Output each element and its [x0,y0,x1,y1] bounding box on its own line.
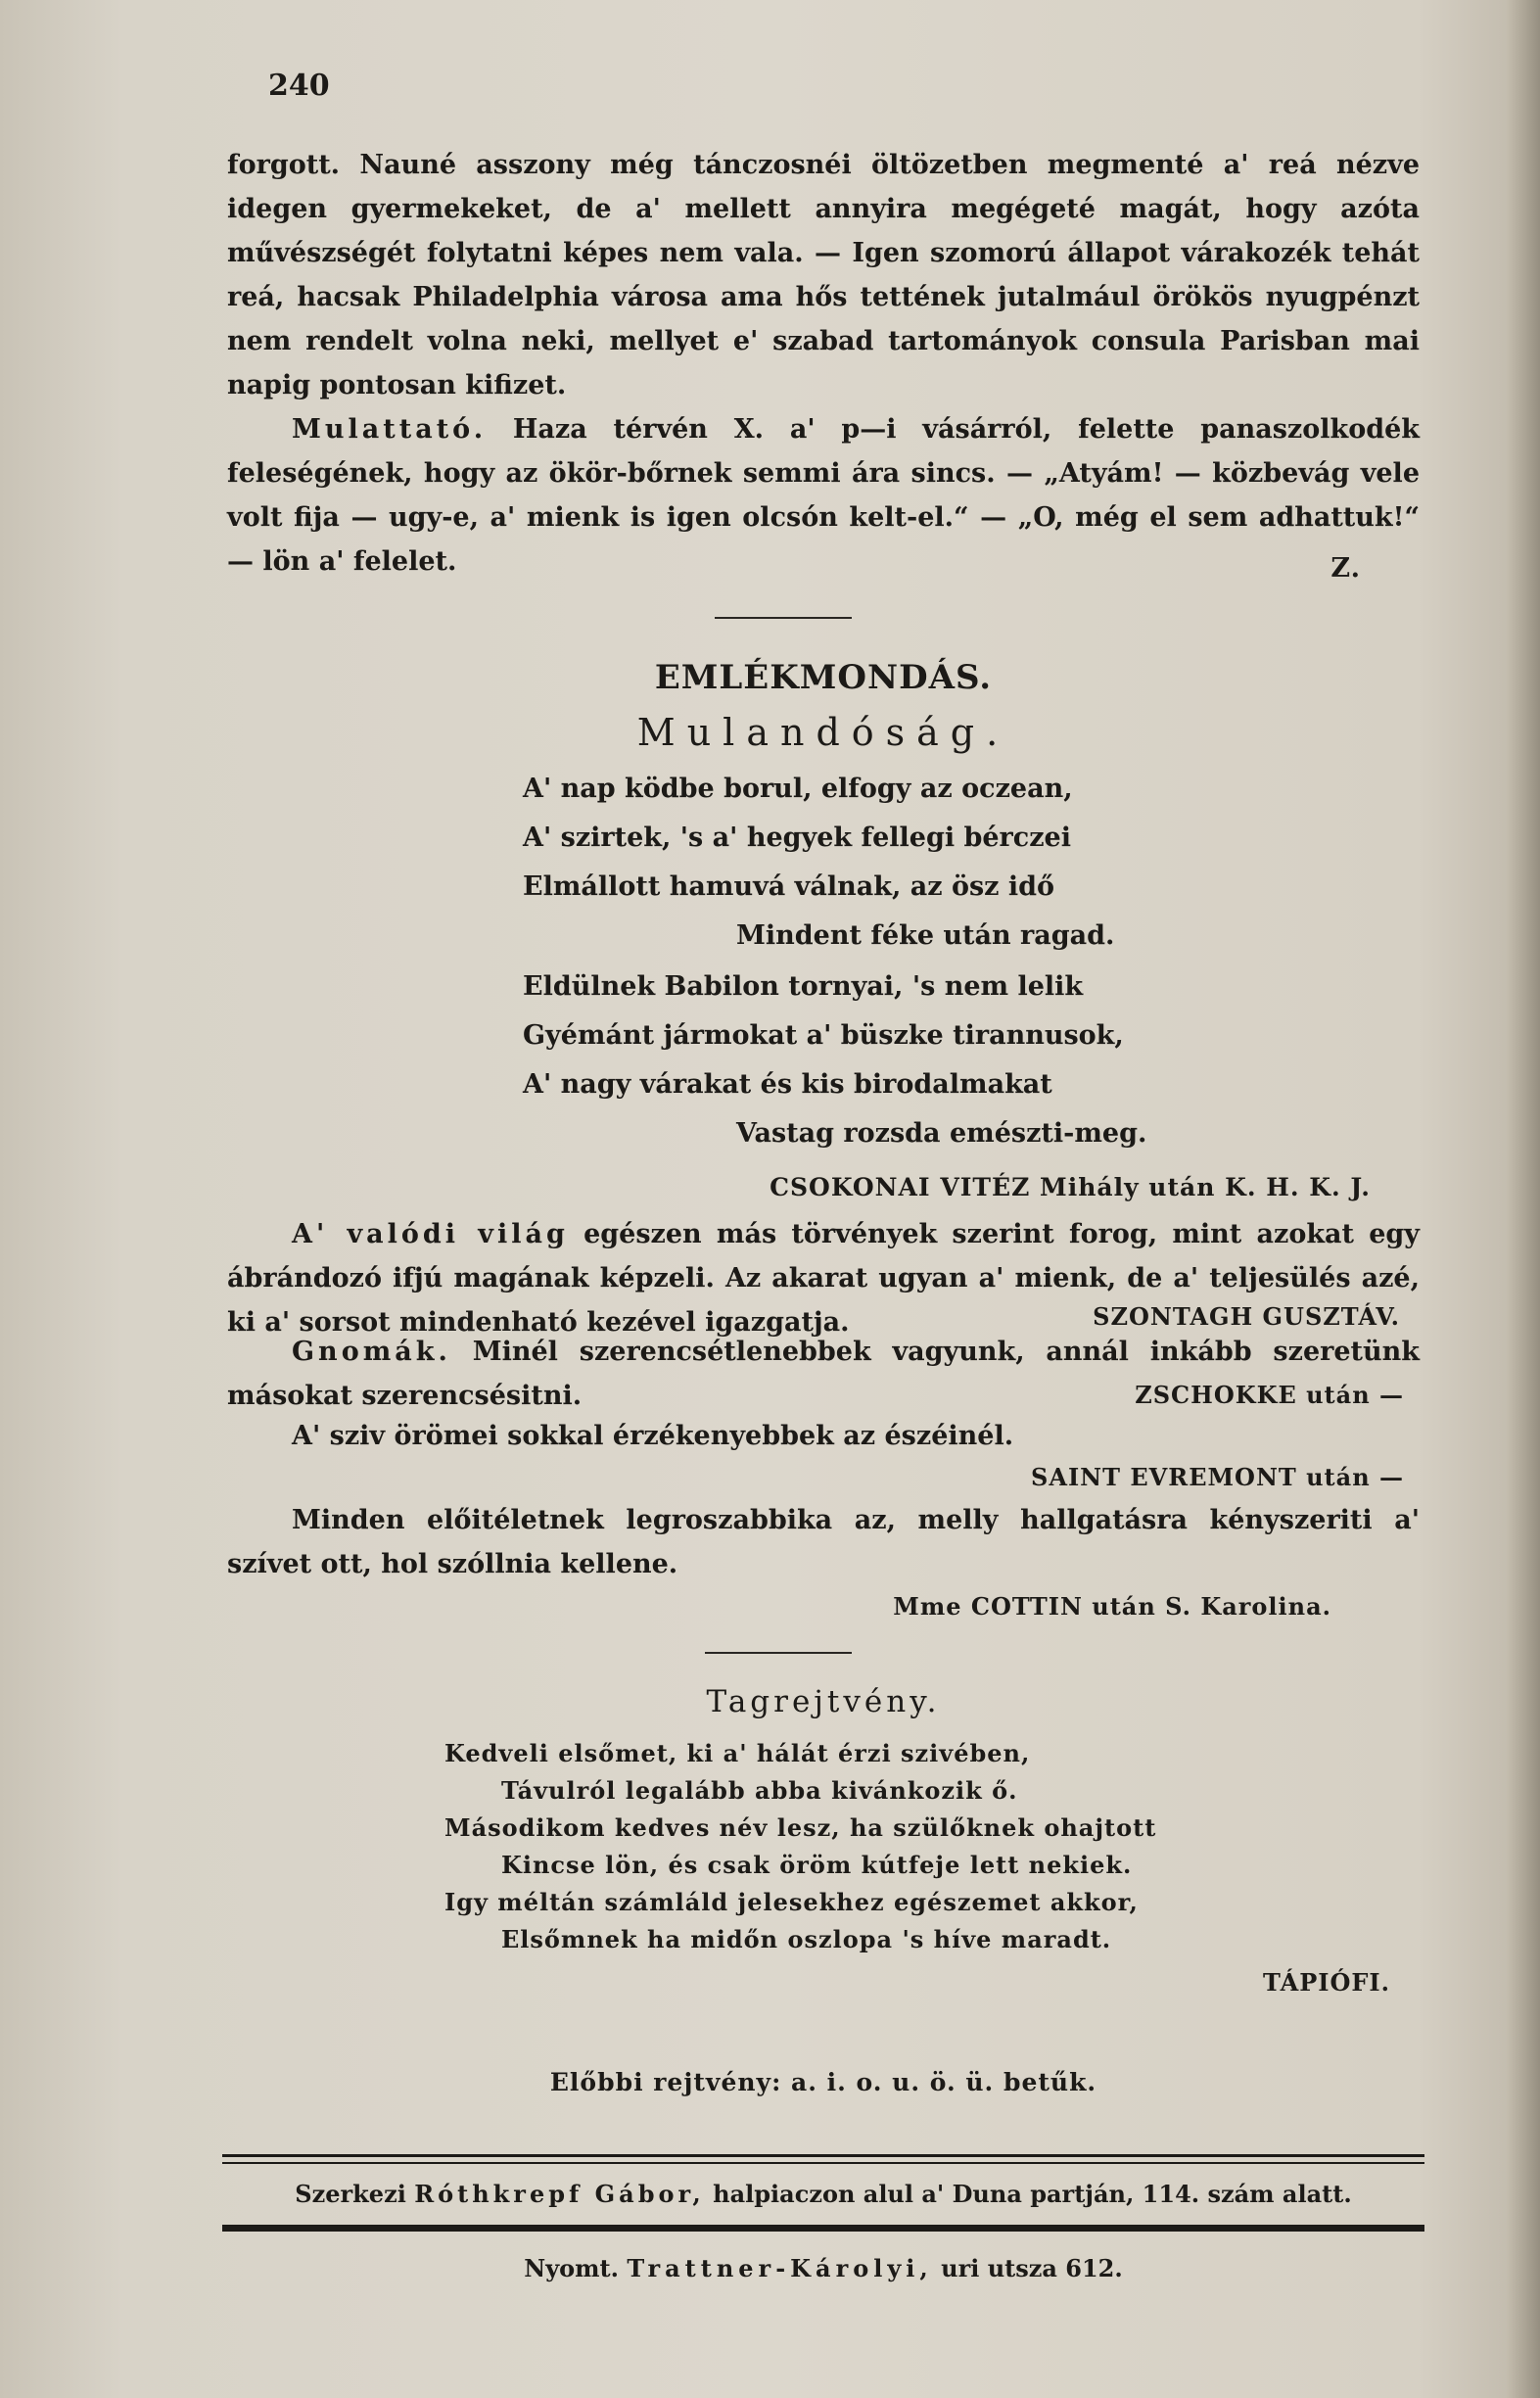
tagrejtveny-title: Tagrejtvény. [706,1684,941,1719]
riddle-line: Kincse lön, és csak öröm kútfeje lett nekiek. [501,1851,1133,1879]
mulattato-paragraph [227,407,1420,584]
mulattato-signature: Z. [1330,553,1361,584]
editor-line [227,2180,1420,2208]
mulattato-lead: Mulattató. [292,414,488,445]
valodi-text: egészen más törvények szerint forog, mint azokat egy ábrándozó ifjú magának képzeli. Az akarat ugyan a' mienk, de a' teljesülés azé, ki a' sorsot mindenható kezével igazgatja. [227,1219,1420,1338]
riddle-line: Igy méltán számláld jelesekhez egészemet akkor, [444,1888,1139,1916]
gnomak-item-1: Minél szerencsétlenebbek vagyunk, annál inkább szeretünk másokat szerencsésitni. [227,1337,1420,1411]
poem-line: Gyémánt jármokat a' büszke tirannusok, [523,1020,1124,1051]
riddle-line: Elsőmnek ha midőn oszlopa 's híve maradt. [501,1925,1112,1953]
section-divider [705,1652,852,1654]
poem-line: A' nagy várakat és kis birodalmakat [523,1069,1052,1100]
valodi-signature: SZONTAGH GUSZTÁV. [1093,1302,1400,1331]
printer-name: Trattner-Károlyi, [627,2254,933,2282]
riddle-line: Másodikom kedves név lesz, ha szülőknek ohajtott [444,1813,1157,1842]
printer-line [227,2254,1420,2282]
printer-address: uri utsza 612. [941,2254,1123,2282]
valodi-lead: A' valódi világ [292,1219,569,1249]
poem-line: Vastag rozsda emészti-meg. [736,1118,1147,1149]
mulattato-text: Haza térvén X. a' p—i vásárról, felette panaszolkodék feleségének, hogy az ökör-bőrnek semmi ára sincs. — „Atyám! — közbevág vele volt fija — ugy-e, a' mienk is igen olcsón kelt-el.“ — „O, még el sem adhattuk!“ — lön a' felelet. [227,414,1420,577]
gnomak-signature-3: Mme COTTIN után S. Karolina. [893,1592,1331,1621]
riddle-line: Kedveli elsőmet, ki a' hálát érzi szivében, [444,1739,1031,1767]
editor-name: Róthkrepf Gábor, [414,2180,705,2208]
previous-riddle-answer: Előbbi rejtvény: a. i. o. u. ö. ü. betűk. [549,2068,1097,2096]
section-divider [715,617,852,619]
riddle-line: Távulról legalább abba kivánkozik ő. [501,1776,1018,1805]
footer-rule-middle [222,2225,1424,2232]
editor-prefix: Szerkezi [295,2180,406,2208]
printer-prefix: Nyomt. [524,2254,619,2282]
poem-line: Eldülnek Babilon tornyai, 's nem lelik [523,971,1084,1002]
gnomak-paragraph-2: A' sziv örömei sokkal érzékenyebbek az észéinél. [292,1421,1014,1451]
page-edge-shadow [1507,0,1540,2398]
emlekmondas-title: EMLÉKMONDÁS. [654,658,993,697]
poem-line: Mindent féke után ragad. [736,920,1115,951]
gnomak-signature-2: SAINT EVREMONT után — [1031,1463,1404,1491]
emlekmondas-signature: CSOKONAI VITÉZ Mihály után K. H. K. J. [770,1173,1371,1201]
footer-rule-top-2 [222,2162,1424,2164]
page-content [227,0,1420,2398]
tagrejtveny-signature: TÁPIÓFI. [1263,1968,1390,1997]
poem-line: Elmállott hamuvá válnak, az ösz idő [523,871,1055,902]
continued-paragraph: forgott. Nauné asszony még tánczosnéi öltözetben megmenté a' reá nézve idegen gyermekeket, de a' mellett annyira megégeté magát, hogy azóta művészségét folytatni képes nem vala. — Igen szomorú állapot várakozék tehát reá, hacsak Philadelphia városa ama hős tettének jutalmául örökös nyugpénzt nem rendelt volna neki, mellyet e' szabad tartományok consula Parisban mai napig pontosan kifizet. [227,150,1420,400]
gnomak-paragraph-3: Minden előitéletnek legroszabbika az, melly hallgatásra kényszeriti a' szívet ott, hol szóllnia kellene. [227,1505,1420,1579]
emlekmondas-subtitle: Mulandóság. [636,711,1010,754]
gnomak-signature-1: ZSCHOKKE után — [1135,1381,1404,1409]
gnomak-lead: Gnomák. [292,1337,451,1367]
footer-rule-top [222,2154,1424,2157]
page-number: 240 [268,69,330,103]
poem-line: A' nap ködbe borul, elfogy az oczean, [523,774,1073,804]
poem-line: A' szirtek, 's a' hegyek fellegi bérczei [523,823,1071,853]
editor-address: halpiaczon alul a' Duna partján, 114. szám alatt. [713,2180,1352,2208]
